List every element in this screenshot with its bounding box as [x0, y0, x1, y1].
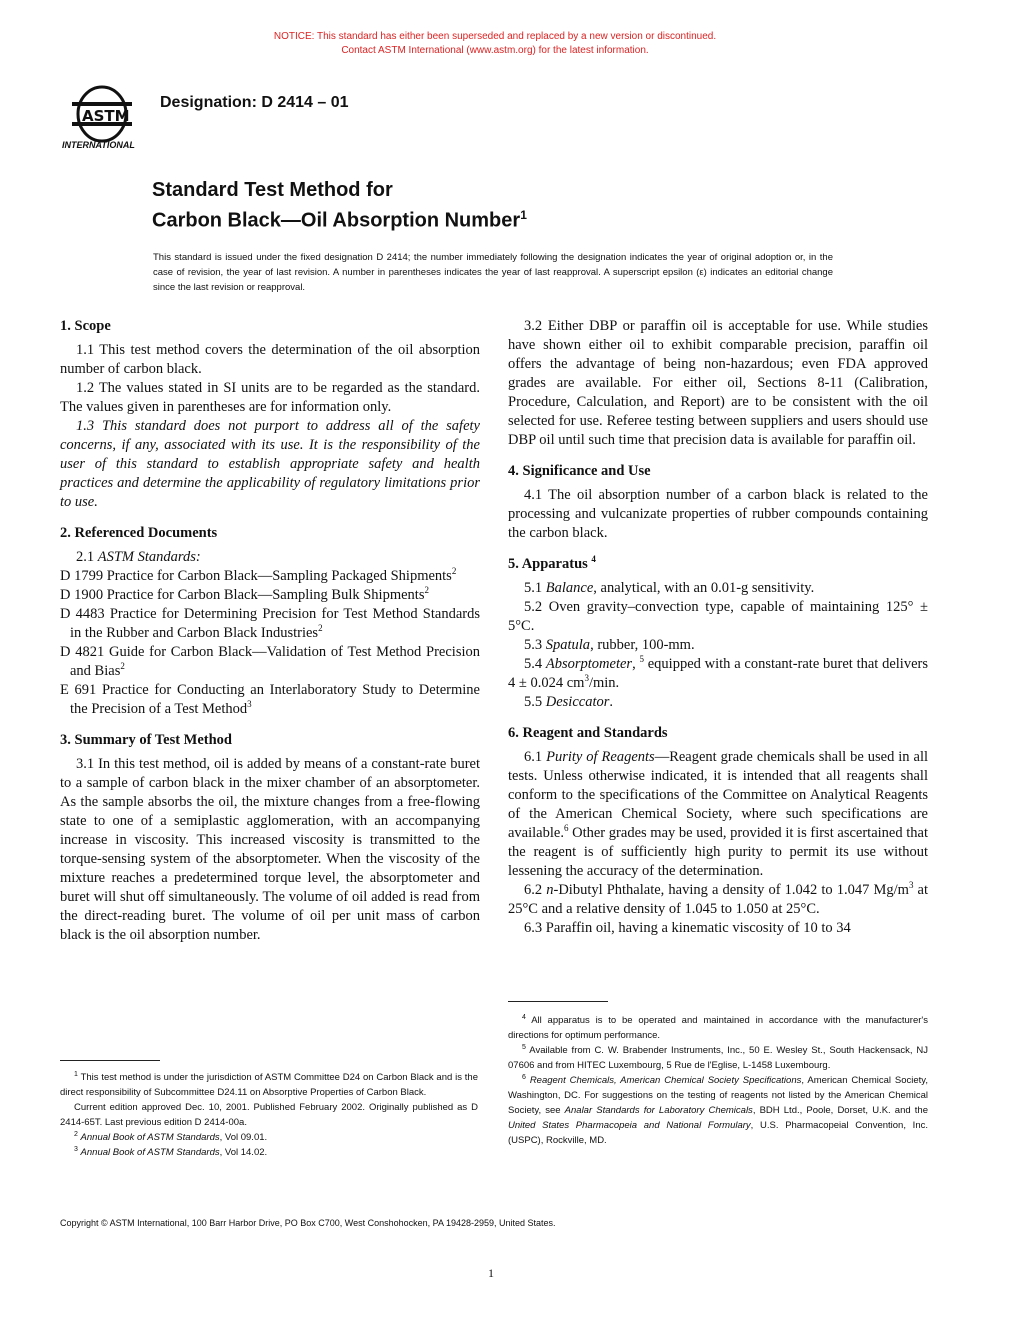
para-2-1: 2.1 ASTM Standards:	[76, 549, 201, 565]
footnote-4: $^4$ All apparatus is to be operated and maintained in accordance with the manufacturer's directions for optimum performance.	[508, 1013, 928, 1041]
right-column	[508, 317, 928, 938]
footnote-1: $^1$ This test method is under the jurisdiction of ASTM Committee D24 on Carbon Black and is the direct responsibility of Subcommittee D24.11 on Absorptive Properties of Carbon Black.	[60, 1070, 478, 1098]
para-6-2: 6.2 n-Dibutyl Phthalate, having a density of 1.042 to 1.047 $Mg/m^3$ at 25°C and a relative density of 1.045 to 1.050 at 25°C.	[508, 880, 929, 917]
section-5-heading: 5. Apparatus $^4$	[508, 554, 596, 572]
para-5-4: 5.4 Absorptometer, $^5$ equipped with a constant-rate buret that delivers 4 ± 0.024 $cm^3/\min$.	[508, 654, 928, 691]
issue-note: This standard is issued under the fixed designation D 2414; the number immediately following the designation indicates the year of original adoption or, in the case of revision, the year of last revision. A number in parentheses indicates the year of last reapproval. A superscript epsilon (ε) indicates an editorial change since the last revision or reapproval.	[153, 252, 833, 293]
title-footnote-ref[interactable]: 1	[520, 208, 527, 222]
page-number: 1	[488, 1266, 494, 1280]
notice-line-1: NOTICE: This standard has either been superseded and replaced by a new version or discontinued.	[273, 31, 717, 42]
ref-item: E 691 Practice for Conducting an Interlaboratory Study to Determine the Precision of a Test Method$^3$	[60, 682, 480, 717]
section-4-heading: 4. Significance and Use	[508, 463, 651, 479]
left-footnotes	[60, 1070, 478, 1160]
para-1-2: 1.2 The values stated in SI units are to be regarded as the standard. The values given in parentheses are for information only.	[60, 380, 480, 415]
document-title	[152, 178, 527, 234]
section-1-heading: 1. Scope	[60, 318, 111, 334]
para-5-5: 5.5 Desiccator.	[524, 694, 613, 710]
footnote-2: $^2$ Annual Book of ASTM Standards, Vol 09.01.	[74, 1130, 268, 1143]
para-6-1: 6.1 Purity of Reagents—Reagent grade chemicals shall be used in all tests. Unless otherwise indicated, it is intended that all reagents shall conform to the specifications of the Committee on Analytical Reagents of the American Chemical Society, where such specifications are available.$^6$ Other grades may be used, provided it is first ascertained that the reagent is of sufficiently high purity to permit its use without lessening the accuracy of the determination.	[508, 749, 929, 879]
astm-logo	[62, 84, 144, 154]
para-3-2: 3.2 Either DBP or paraffin oil is acceptable for use. While studies have shown either oil to exhibit comparable precision, paraffin oil offers the advantage of being non-hazardous; even FDA approved grades are available. For either oil, Sections 8-11 (Calibration, Procedure, Calculation, and Report) are to be consistent with the oil selected for use. Referee testing between suppliers and users should use DBP oil until such time that precision data is available for paraffin oil.	[508, 318, 928, 448]
ref-item: D 4821 Guide for Carbon Black—Validation of Test Method Precision and Bias$^2$	[60, 644, 480, 679]
section-6-heading: 6. Reagent and Standards	[508, 725, 668, 741]
logo-international: INTERNATIONAL	[62, 140, 135, 150]
left-footnote-rule	[60, 1060, 160, 1061]
footnote-5: $^5$ Available from C. W. Brabender Instruments, Inc., 50 E. Wesley St., South Hackensack, NJ 07606 and from HITEC Luxembourg, 5 Rue de l'Eglise, L-1458 Luxembourg.	[508, 1043, 928, 1071]
logo-letters: ASTM	[82, 107, 130, 125]
footnote-3: $^3$ Annual Book of ASTM Standards, Vol 14.02.	[74, 1145, 268, 1158]
section-2-heading: 2. Referenced Documents	[60, 525, 218, 541]
footnote-1b: Current edition approved Dec. 10, 2001. Published February 2002. Originally published as D 2414-65T. Last previous edition D 2414-00a.	[60, 1102, 478, 1128]
para-1-1: 1.1 This test method covers the determination of the oil absorption number of carbon black.	[60, 342, 480, 377]
section-3-heading: 3. Summary of Test Method	[60, 732, 232, 748]
designation: Designation: D 2414 – 01	[160, 94, 349, 111]
supersede-notice	[0, 30, 990, 58]
para-5-1: 5.1 Balance, analytical, with an 0.01-g sensitivity.	[524, 580, 815, 596]
para-5-3: 5.3 Spatula, rubber, 100-mm.	[524, 637, 695, 653]
para-3-1: 3.1 In this test method, oil is added by means of a constant-rate buret to a sample of carbon black in the mixer chamber of an absorptometer. As the sample absorbs the oil, the mixture changes from a free-flowing state to one of a semiplastic agglomeration, with an accompanying increase in viscosity. This increased viscosity is transmitted to the torque-sensing system of the absorptometer. When the viscosity of the mixture reaches a predetermined torque level, the absorptometer and buret will shut off simultaneously. The volume of oil added is read from the direct-reading buret. The volume of oil per unit mass of carbon black is the oil absorption number.	[60, 756, 480, 943]
right-footnote-rule	[508, 1001, 608, 1002]
title-line-1: Standard Test Method for	[152, 179, 393, 201]
para-1-3: 1.3 This standard does not purport to address all of the safety concerns, if any, associated with its use. It is the responsibility of the user of this standard to establish appropriate safety and health practices and determine the applicability of regulatory limitations prior to use.	[60, 418, 480, 510]
ref-item: D 4483 Practice for Determining Precision for Test Method Standards in the Rubber and Carbon Black Industries$^2$	[60, 606, 480, 641]
footnote-6: $^6$ Reagent Chemicals, American Chemical Society Specifications, American Chemical Society, Washington, DC. For suggestions on the testing of reagents not listed by the American Chemical Society, see Analar Standards for Laboratory Chemicals, BDH Ltd., Poole, Dorset, U.K. and the United States Pharmacopeia and National Formulary, U.S. Pharmacopeial Convention, Inc. (USPC), Rockville, MD.	[508, 1073, 928, 1146]
para-4-1: 4.1 The oil absorption number of a carbon black is related to the processing and vulcanizate properties of rubber compounds containing the carbon black.	[508, 487, 928, 541]
left-column	[60, 317, 480, 945]
para-5-2: 5.2 Oven gravity–convection type, capable of maintaining 125° ± 5°C.	[508, 599, 928, 634]
notice-line-2: Contact ASTM International (www.astm.org) for the latest information.	[341, 45, 649, 56]
copyright-line: Copyright © ASTM International, 100 Barr Harbor Drive, PO Box C700, West Conshohocken, PA 19428-2959, United States.	[60, 1218, 556, 1228]
para-6-3: 6.3 Paraffin oil, having a kinematic viscosity of 10 to 34	[524, 920, 851, 936]
right-footnotes	[508, 1013, 928, 1148]
ref-item: D 1900 Practice for Carbon Black—Sampling Bulk Shipments$^2$	[60, 585, 429, 603]
title-line-2: Carbon Black—Oil Absorption Number$^1$	[152, 208, 527, 232]
ref-item: D 1799 Practice for Carbon Black—Sampling Packaged Shipments$^2$	[60, 566, 457, 584]
